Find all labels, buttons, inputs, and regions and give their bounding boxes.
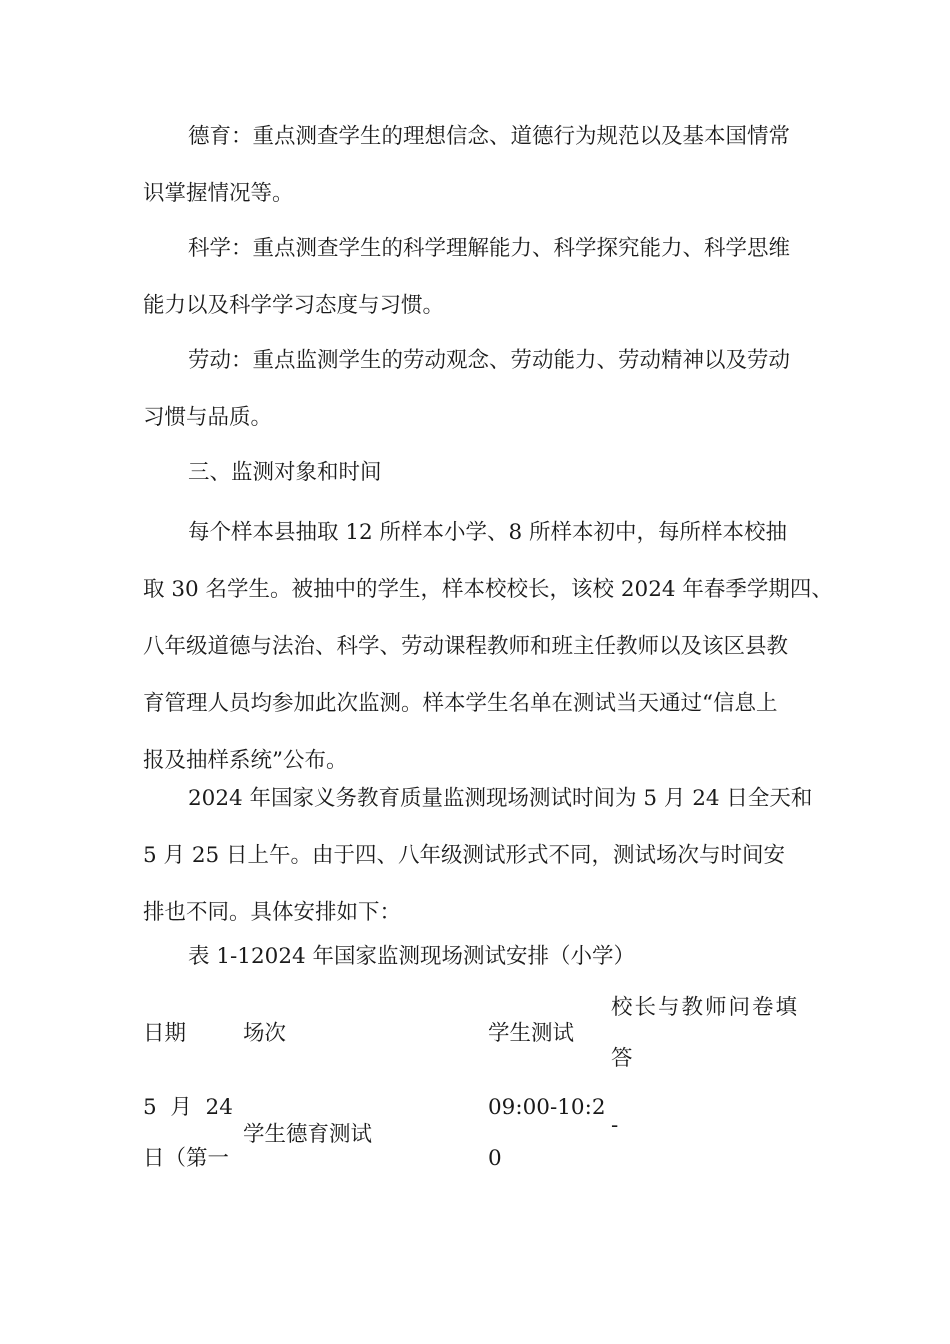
paragraph-monitoring-targets — [143, 504, 833, 789]
table-cell-date-line2: 日（第一 — [143, 1146, 230, 1171]
text-line: 劳动：重点监测学生的劳动观念、劳动能力、劳动精神以及劳动 — [188, 348, 791, 373]
table-header-survey-line2: 答 — [611, 1046, 633, 1071]
table-header-session: 场次 — [243, 1021, 287, 1046]
table-header-date: 日期 — [143, 1021, 187, 1046]
text-line: 八年级道德与法治、科学、劳动课程教师和班主任教师以及该区县教 — [143, 634, 789, 659]
text-line: 德育：重点测查学生的理想信念、道德行为规范以及基本国情常 — [188, 124, 791, 149]
section-heading: 三、监测对象和时间 — [188, 460, 382, 485]
paragraph-labor — [143, 332, 809, 446]
table-cell-survey: - — [611, 1113, 619, 1138]
table-cell-session: 学生德育测试 — [243, 1122, 373, 1147]
text-line: 能力以及科学学习态度与习惯。 — [143, 293, 445, 318]
paragraph-science — [143, 220, 809, 334]
text-line: 科学：重点测查学生的科学理解能力、科学探究能力、科学思维 — [188, 236, 791, 261]
table-cell-date-line1: 5 月 24 — [143, 1095, 233, 1120]
paragraph-moral-education — [143, 108, 809, 222]
text-line: 取 30 名学生。被抽中的学生，样本校校长，该校 2024 年春季学期四、 — [143, 577, 833, 602]
text-line: 育管理人员均参加此次监测。样本学生名单在测试当天通过“信息上 — [143, 691, 778, 716]
paragraph-test-schedule — [143, 770, 813, 941]
table-header-survey-line1: 校长与教师问卷填 — [611, 995, 800, 1020]
text-line: 习惯与品质。 — [143, 405, 273, 430]
text-line: 识掌握情况等。 — [143, 181, 294, 206]
text-line: 5 月 25 日上午。由于四、八年级测试形式不同，测试场次与时间安 — [143, 843, 786, 868]
text-line: 报及抽样系统”公布。 — [143, 748, 348, 773]
table-cell-time-line1: 09:00-10:2 — [488, 1095, 606, 1120]
text-line: 排也不同。具体安排如下： — [143, 900, 402, 925]
table-cell-time-line2: 0 — [488, 1146, 502, 1171]
table-title: 表 1-12024 年国家监测现场测试安排（小学） — [188, 944, 636, 969]
text-line: 每个样本县抽取 12 所样本小学、8 所样本初中，每所样本校抽 — [188, 520, 788, 545]
table-header-student-test: 学生测试 — [488, 1021, 575, 1046]
text-line: 2024 年国家义务教育质量监测现场测试时间为 5 月 24 日全天和 — [188, 786, 813, 811]
